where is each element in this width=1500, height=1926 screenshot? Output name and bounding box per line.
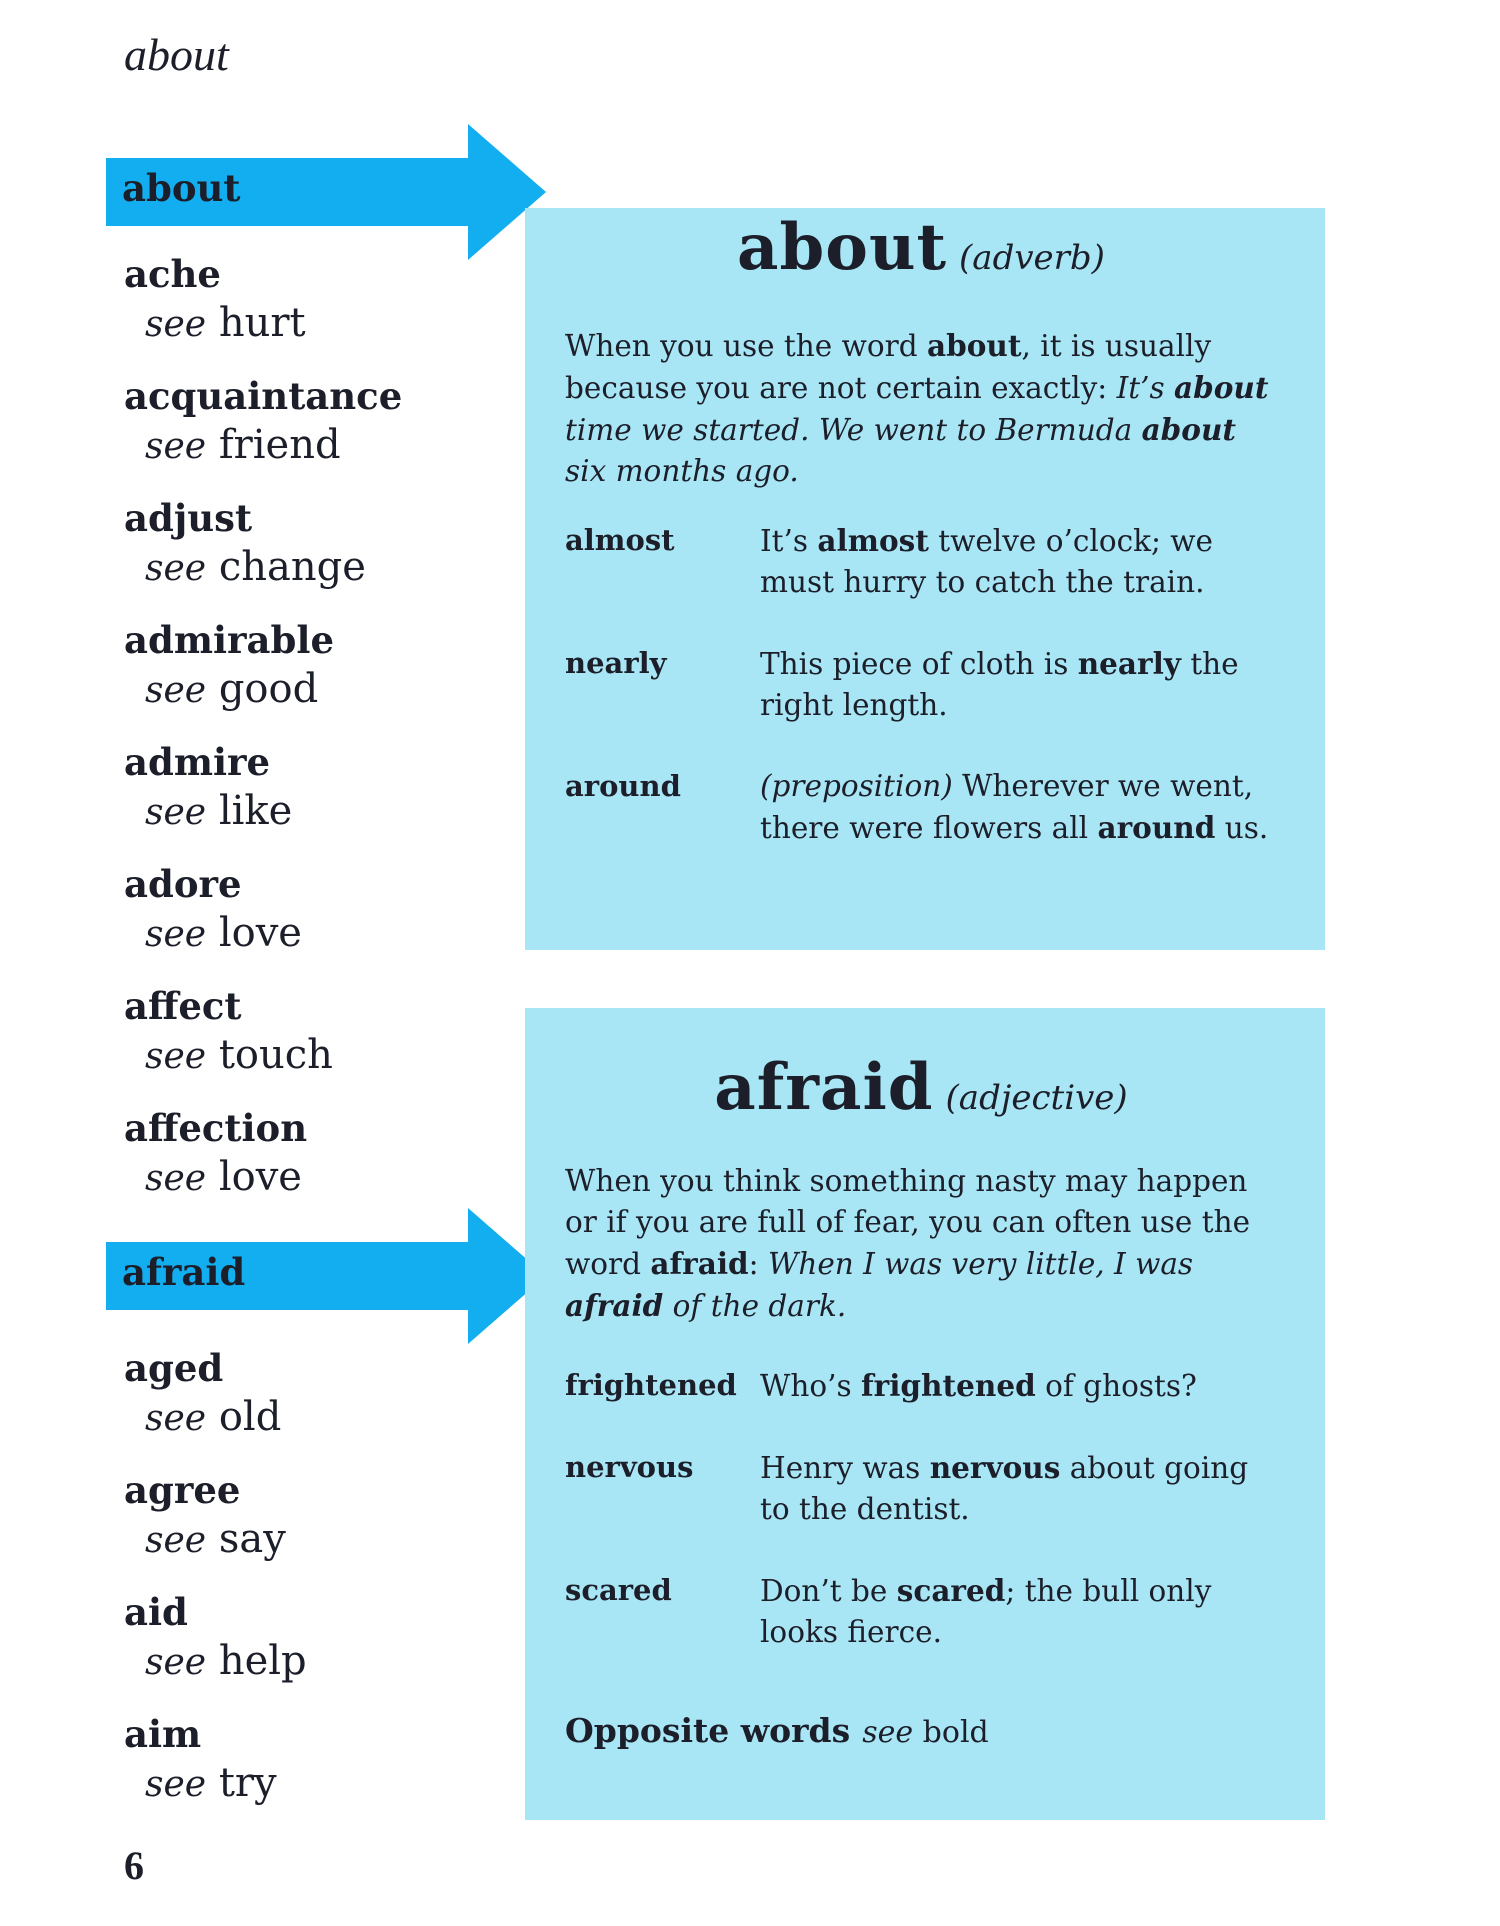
entry-panel-afraid (525, 1008, 1325, 1820)
see-reference: see friend (145, 422, 341, 468)
synonym-word: nervous (565, 1450, 694, 1484)
synonym-example: (preposition) Wherever we went, there were flowers all around us. (760, 769, 1269, 845)
index-word: acquaintance (124, 374, 403, 418)
headword: about (737, 210, 948, 285)
index-entry[interactable] (124, 1466, 286, 1566)
part-of-speech: (adjective) (945, 1078, 1128, 1118)
index-entry[interactable] (124, 1710, 277, 1810)
synonym-word: scared (565, 1573, 672, 1607)
page-number: 6 (124, 1843, 144, 1888)
see-reference: see like (145, 788, 293, 834)
highlight-arrow-about (106, 124, 546, 260)
synonym-example: Who’s frightened of ghosts? (760, 1368, 1197, 1403)
see-reference: see hurt (145, 300, 306, 346)
see-reference: see change (145, 544, 366, 590)
index-entry[interactable] (124, 250, 306, 350)
index-entry[interactable] (124, 860, 302, 960)
index-entry[interactable] (124, 982, 333, 1082)
index-entry[interactable] (124, 1344, 281, 1444)
index-word: adore (124, 862, 242, 906)
index-word: aid (124, 1590, 188, 1634)
see-reference: see love (145, 1154, 302, 1200)
index-word: affect (124, 984, 242, 1028)
index-column (0, 0, 520, 1926)
synonym-row (565, 1365, 1277, 1407)
synonym-example: This piece of cloth is nearly the right length. (760, 646, 1239, 722)
opposite-ref[interactable]: bold (922, 1715, 989, 1750)
synonym-word: around (565, 769, 681, 803)
index-word: affection (124, 1106, 308, 1150)
index-entry[interactable] (124, 616, 334, 716)
see-reference: see say (145, 1516, 286, 1562)
index-word: ache (124, 252, 221, 296)
panel-intro: When you use the word about, it is usually because you are not certain exactly: It’s about time we started. We went to Bermuda about six months ago. (565, 328, 1269, 488)
index-entry[interactable] (124, 1588, 307, 1688)
synonym-word: nearly (565, 646, 667, 680)
see-reference: see help (145, 1638, 307, 1684)
opposite-words: Opposite words see bold (565, 1711, 989, 1750)
synonym-row (565, 643, 1277, 726)
index-word: admirable (124, 618, 334, 662)
synonym-example: Don’t be scared; the bull only looks fierce. (760, 1573, 1212, 1649)
index-word: admire (124, 740, 271, 784)
see-reference: see try (145, 1760, 277, 1806)
highlight-arrow-afraid (106, 1208, 546, 1344)
synonym-row (565, 1570, 1277, 1653)
synonym-word: frightened (565, 1368, 737, 1402)
see-reference: see old (145, 1394, 282, 1440)
panel-title (565, 210, 1277, 285)
panel-title (565, 1050, 1277, 1125)
index-entry[interactable] (124, 494, 366, 594)
panel-intro: When you think something nasty may happen or if you are full of fear, you can often use the word afraid: When I was very little, I was afraid of the dark. (565, 1164, 1251, 1323)
synonym-row (565, 766, 1277, 849)
headword: afraid (714, 1050, 934, 1125)
index-entry[interactable] (124, 1104, 307, 1204)
see-reference: see love (145, 910, 302, 956)
index-entry[interactable] (124, 372, 402, 472)
entry-panel-about (525, 208, 1325, 950)
running-head: about (124, 29, 229, 80)
index-word: adjust (124, 496, 253, 540)
synonym-row (565, 1447, 1277, 1530)
index-entry-about[interactable]: about (122, 166, 241, 210)
index-word: aged (124, 1346, 224, 1390)
part-of-speech: (adverb) (959, 238, 1105, 278)
index-word: aim (124, 1712, 202, 1756)
synonym-example: Henry was nervous about going to the dentist. (760, 1450, 1249, 1526)
synonym-row (565, 520, 1277, 603)
synonym-word: almost (565, 523, 675, 557)
index-entry[interactable] (124, 738, 292, 838)
see-reference: see touch (145, 1032, 333, 1078)
index-word: agree (124, 1468, 241, 1512)
index-entry-afraid[interactable]: afraid (122, 1250, 246, 1294)
opposite-label: Opposite words (565, 1711, 851, 1750)
see-reference: see good (145, 666, 319, 712)
synonym-example: It’s almost twelve o’clock; we must hurry to catch the train. (760, 523, 1214, 599)
